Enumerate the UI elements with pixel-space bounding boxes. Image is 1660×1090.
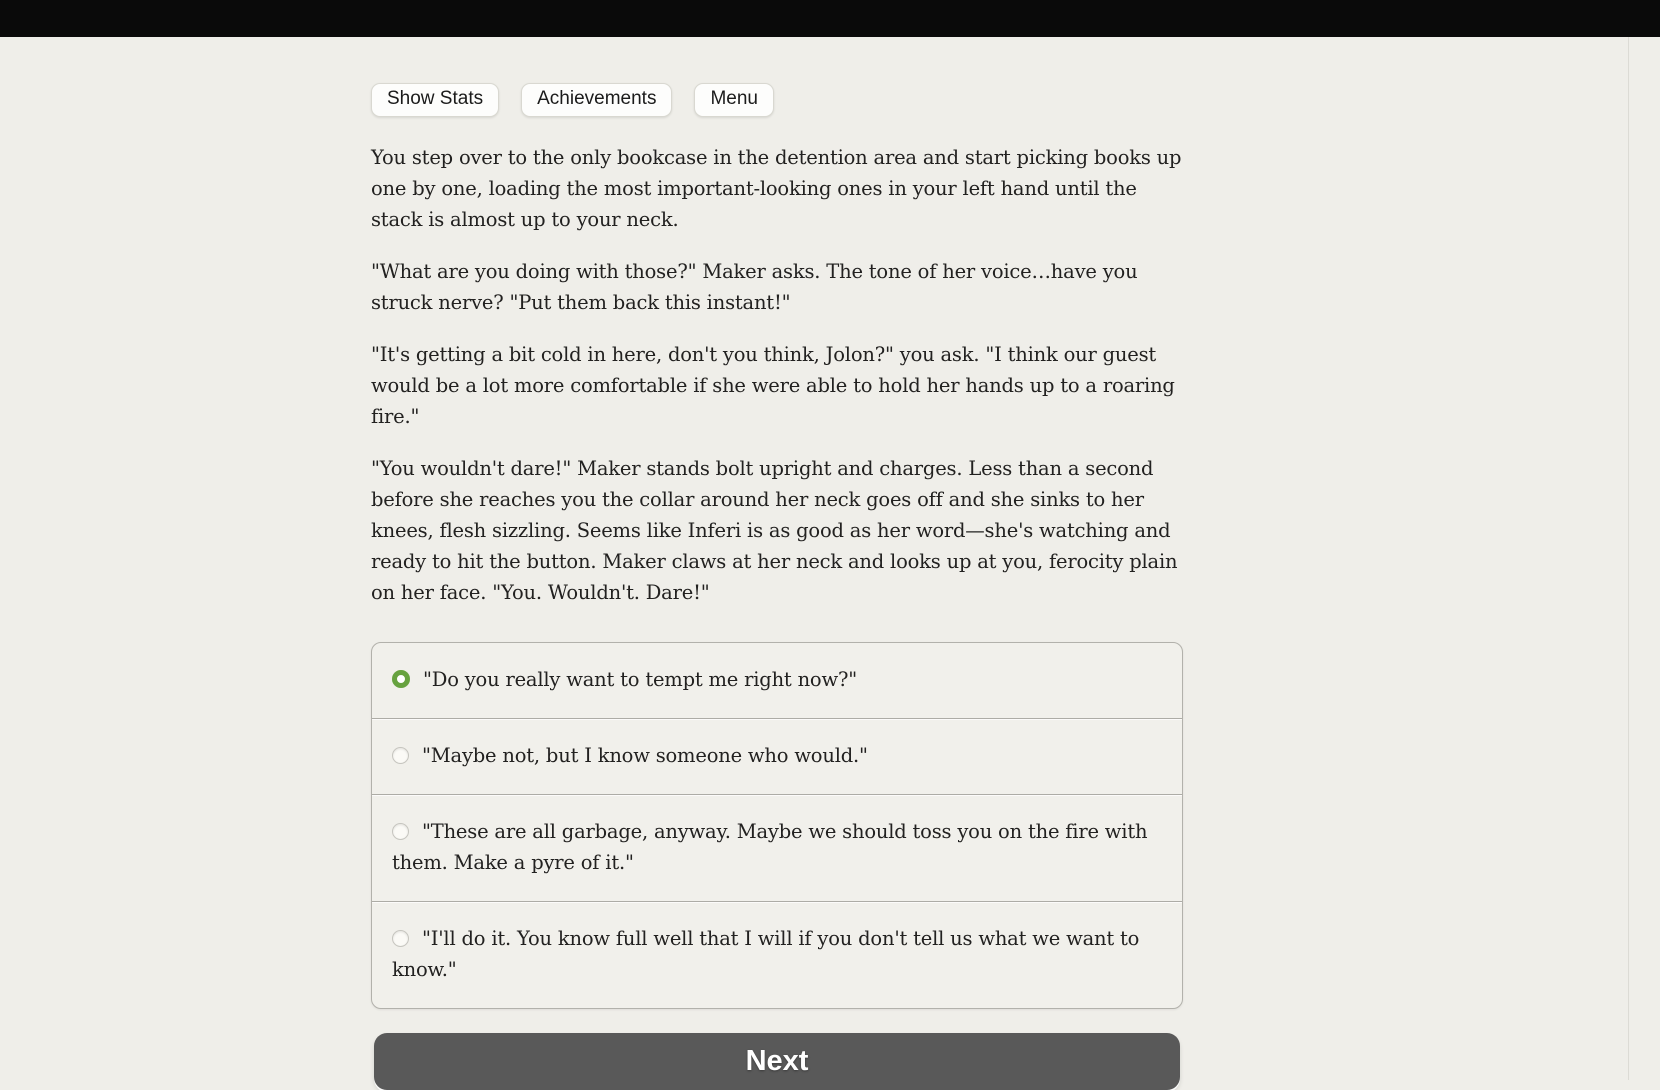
story-paragraph-4: "You wouldn't dare!" Maker stands bolt upright and charges. Less than a second before she reaches you the collar around her neck goes off and she sinks to her knees, flesh sizzling. Seems like Inferi is as good as her word—she's watching and ready to hit the button. Maker claws at her neck and looks up at you, ferocity plain on her face. "You. Wouldn't. Dare!" — [371, 453, 1183, 608]
top-black-bar — [0, 0, 1660, 37]
choice-option-4[interactable] — [372, 901, 1182, 1008]
game-content-column — [371, 37, 1183, 1090]
choice-option-3[interactable] — [372, 794, 1182, 901]
story-paragraph-1: You step over to the only bookcase in the detention area and start picking books up one by one, loading the most important-looking ones in your left hand until the stack is almost up to your neck. — [371, 142, 1183, 235]
radio-button-icon[interactable] — [392, 930, 409, 947]
choice-label: "I'll do it. You know full well that I will if you don't tell us what we want to know." — [392, 927, 1139, 981]
choice-label: "Maybe not, but I know someone who would." — [422, 744, 868, 767]
radio-button-icon[interactable] — [392, 670, 410, 688]
show-stats-button[interactable]: Show Stats — [371, 83, 499, 117]
story-paragraph-2: "What are you doing with those?" Maker asks. The tone of her voice…have you struck nerve? "Put them back this instant!" — [371, 256, 1183, 318]
choice-label: "Do you really want to tempt me right now?" — [423, 668, 857, 691]
radio-button-icon[interactable] — [392, 823, 409, 840]
story-paragraph-3: "It's getting a bit cold in here, don't you think, Jolon?" you ask. "I think our guest would be a lot more comfortable if she were able to hold her hands up to a roaring fire." — [371, 339, 1183, 432]
menu-button[interactable]: Menu — [694, 83, 774, 117]
next-button[interactable]: Next — [374, 1033, 1180, 1090]
achievements-button[interactable]: Achievements — [521, 83, 672, 117]
choice-list — [371, 642, 1183, 1009]
radio-button-icon[interactable] — [392, 747, 409, 764]
toolbar — [371, 83, 1183, 117]
choice-option-2[interactable] — [372, 718, 1182, 794]
scrollbar-track[interactable] — [1628, 37, 1629, 1080]
choice-option-1[interactable] — [372, 643, 1182, 718]
choice-label: "These are all garbage, anyway. Maybe we should toss you on the fire with them. Make a pyre of it." — [392, 820, 1147, 874]
